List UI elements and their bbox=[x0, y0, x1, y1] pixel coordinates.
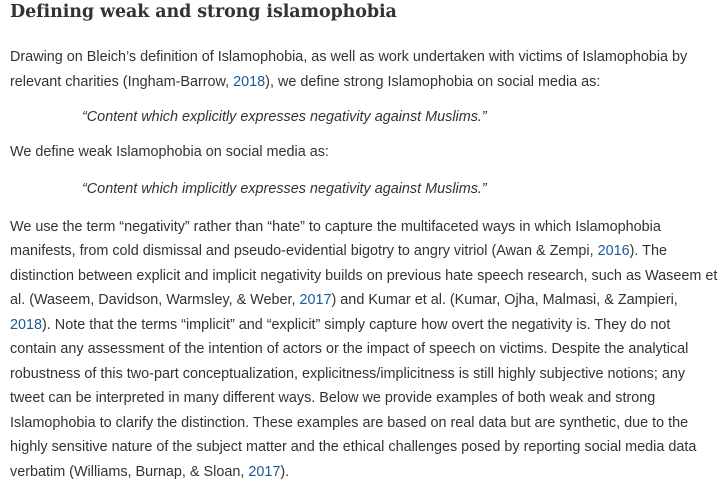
citation-link-kumar[interactable]: 2018 bbox=[10, 316, 43, 333]
citation-link-waseem[interactable]: 2017 bbox=[299, 292, 332, 308]
paragraph-strong-definition bbox=[10, 45, 718, 94]
paragraph-text: ). bbox=[280, 463, 290, 480]
paragraph-text: Drawing on Bleich’s definition of Islamophobia, as well as work undertaken with victims of Islamophobia by relevant charities (Ingham-Barrow, bbox=[10, 49, 688, 90]
paragraph-text: ), we define strong Islamophobia on social media as: bbox=[265, 73, 601, 90]
paragraph-text: ). Note that the terms “implicit” and “explicit” simply capture how overt the negativity is. They do not contain any assessment of the intention of actors or the impact of speech on victims. Despite the analytical robustness of this two-part conceptualization, explicitness/implicitness is still highly subjective notions; any tweet can be interpreted in many different ways. Below we provide examples of both weak and strong Islamophobia to clarify the distinction. These examples are based on real data but are synthetic, due to the highly sensitive nature of the subject matter and the ethical challenges posed by reporting social media data verbatim (Williams, Burnap, & Sloan, bbox=[10, 316, 697, 480]
citation-link-awan-zempi[interactable]: 2016 bbox=[597, 243, 630, 259]
paragraph-weak-definition: We define weak Islamophobia on social media as: bbox=[10, 143, 329, 160]
citation-link-ingham-barrow[interactable]: 2018 bbox=[233, 73, 266, 90]
paragraph-text: ). The distinction between explicit and implicit negativity builds on previous hate speech research, such as Waseem et al. (Waseem, Davidson, Warmsley, & Weber, bbox=[10, 243, 718, 308]
citation-link-williams[interactable]: 2017 bbox=[248, 463, 281, 480]
paragraph-text: ) and Kumar et al. (Kumar, Ojha, Malmasi, & Zampieri, bbox=[331, 292, 678, 308]
quote-weak-islamophobia: “Content which implicitly expresses negativity against Muslims.” bbox=[82, 181, 487, 197]
paragraph-text: We use the term “negativity” rather than “hate” to capture the multifaceted ways in which Islamophobia manifests, from cold dismissal and pseudo-evidential bigotry to angry vitriol (Awan & Zempi, bbox=[10, 218, 661, 259]
quote-strong-islamophobia: “Content which explicitly expresses negativity against Muslims.” bbox=[82, 109, 487, 125]
section-heading: Defining weak and strong islamophobia bbox=[10, 2, 397, 22]
paragraph-negativity bbox=[10, 215, 718, 485]
